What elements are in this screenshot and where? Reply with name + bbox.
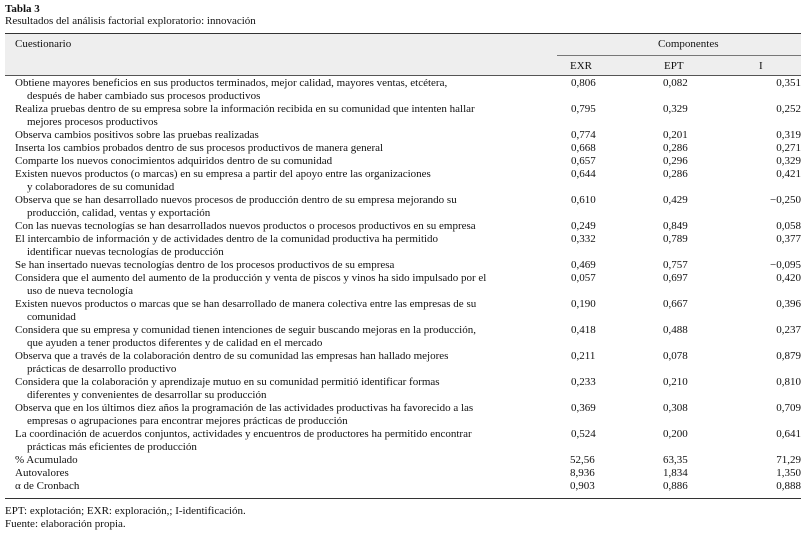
question-text: Realiza pruebas dentro de su empresa sobre la información recibida en su comunidad que intenten hallar bbox=[15, 103, 475, 115]
footnote-abbreviations: EPT: explotación; EXR: exploración,; I-identificación. bbox=[5, 505, 246, 517]
i-value: 0,319 bbox=[776, 129, 801, 141]
question-text-continued: comunidad bbox=[27, 310, 76, 323]
question-text-continued: identificar nuevas tecnologías de producción bbox=[27, 245, 224, 258]
table-row bbox=[5, 103, 801, 129]
i-value: −0,095 bbox=[770, 259, 801, 271]
summary-exr: 0,903 bbox=[570, 480, 595, 492]
ept-value: 0,329 bbox=[663, 103, 688, 115]
summary-i: 0,888 bbox=[776, 480, 801, 492]
header-exr: EXR bbox=[570, 60, 592, 72]
question-cell bbox=[5, 220, 557, 233]
ept-value: 0,488 bbox=[663, 324, 688, 336]
i-value: 0,329 bbox=[776, 155, 801, 167]
question-text-continued: prácticas más eficientes de producción bbox=[27, 440, 197, 453]
question-text: Existen nuevos productos (o marcas) en su empresa a partir del apoyo entre las organizaciones bbox=[15, 168, 431, 180]
table-row bbox=[5, 142, 801, 155]
question-text-continued: y colaboradores de su comunidad bbox=[27, 180, 175, 193]
ept-value: 0,286 bbox=[663, 168, 688, 180]
exr-value: 0,369 bbox=[571, 402, 596, 414]
question-text: Considera que la colaboración y aprendizaje mutuo en su comunidad permitió identificar formas bbox=[15, 376, 440, 388]
table-row bbox=[5, 272, 801, 298]
question-cell bbox=[5, 103, 557, 129]
exr-value: 0,774 bbox=[571, 129, 596, 141]
question-text-continued: prácticas de desarrollo productivo bbox=[27, 362, 177, 375]
i-value: 0,879 bbox=[776, 350, 801, 362]
question-text-continued: diferentes y convenientes de desarrollar su producción bbox=[27, 388, 267, 401]
i-value: 0,810 bbox=[776, 376, 801, 388]
table-row bbox=[5, 298, 801, 324]
table-row bbox=[5, 233, 801, 259]
table-row bbox=[5, 259, 801, 272]
exr-value: 0,332 bbox=[571, 233, 596, 245]
i-value: 0,377 bbox=[776, 233, 801, 245]
question-text: El intercambio de información y de actividades dentro de la comunidad productiva ha permitido bbox=[15, 233, 439, 245]
ept-value: 0,429 bbox=[663, 194, 688, 206]
i-value: 0,396 bbox=[776, 298, 801, 310]
exr-value: 0,806 bbox=[571, 77, 596, 89]
ept-value: 0,757 bbox=[663, 259, 688, 271]
header-i: I bbox=[759, 60, 763, 72]
question-text: Considera que su empresa y comunidad tienen intenciones de seguir buscando mejoras en la producción, bbox=[15, 324, 476, 336]
table-row bbox=[5, 428, 801, 454]
exr-value: 0,668 bbox=[571, 142, 596, 154]
ept-value: 0,667 bbox=[663, 298, 688, 310]
summary-ept: 63,35 bbox=[663, 454, 688, 466]
question-cell bbox=[5, 142, 557, 155]
ept-value: 0,200 bbox=[663, 428, 688, 440]
exr-value: 0,795 bbox=[571, 103, 596, 115]
summary-label: % Acumulado bbox=[15, 454, 78, 466]
ept-value: 0,789 bbox=[663, 233, 688, 245]
question-text: Observa que se han desarrollado nuevos procesos de producción dentro de su empresa mejorando su bbox=[15, 194, 457, 206]
ept-value: 0,201 bbox=[663, 129, 688, 141]
question-cell bbox=[5, 259, 557, 272]
footnote-source: Fuente: elaboración propia. bbox=[5, 518, 126, 530]
table-row bbox=[5, 155, 801, 168]
header-questionnaire: Cuestionario bbox=[15, 38, 72, 50]
i-value: 0,237 bbox=[776, 324, 801, 336]
question-text: Se han insertado nuevas tecnologías dentro de los procesos productivos de su empresa bbox=[15, 259, 395, 271]
ept-value: 0,286 bbox=[663, 142, 688, 154]
question-cell bbox=[5, 376, 557, 402]
summary-i: 71,29 bbox=[776, 454, 801, 466]
table-row bbox=[5, 168, 801, 194]
summary-i: 1,350 bbox=[776, 467, 801, 479]
question-cell bbox=[5, 402, 557, 428]
table-row bbox=[5, 402, 801, 428]
question-cell bbox=[5, 272, 557, 298]
question-text: Inserta los cambios probados dentro de sus procesos productivos de manera general bbox=[15, 142, 384, 154]
question-cell bbox=[5, 350, 557, 376]
header-rule bbox=[5, 75, 801, 76]
i-value: 0,641 bbox=[776, 428, 801, 440]
summary-exr: 8,936 bbox=[570, 467, 595, 479]
summary-ept: 0,886 bbox=[663, 480, 688, 492]
question-cell bbox=[5, 194, 557, 220]
question-cell bbox=[5, 155, 557, 168]
header-ept: EPT bbox=[664, 60, 684, 72]
question-text: Obtiene mayores beneficios en sus productos terminados, mejor calidad, mayores ventas, etcétera, bbox=[15, 77, 448, 89]
exr-value: 0,211 bbox=[571, 350, 596, 362]
question-text-continued: producción, calidad, ventas y exportación bbox=[27, 206, 211, 219]
exr-value: 0,524 bbox=[571, 428, 596, 440]
header-components: Componentes bbox=[658, 38, 719, 50]
i-value: 0,420 bbox=[776, 272, 801, 284]
ept-value: 0,210 bbox=[663, 376, 688, 388]
ept-value: 0,308 bbox=[663, 402, 688, 414]
question-cell bbox=[5, 129, 557, 142]
i-value: 0,351 bbox=[776, 77, 801, 89]
question-text-continued: después de haber cambiado sus procesos productivos bbox=[27, 89, 261, 102]
question-text: Observa que en los últimos diez años la programación de las actividades productivas ha favorecido a las bbox=[15, 402, 474, 414]
exr-value: 0,657 bbox=[571, 155, 596, 167]
components-rule bbox=[557, 55, 801, 56]
exr-value: 0,057 bbox=[571, 272, 596, 284]
question-text: Observa cambios positivos sobre las pruebas realizadas bbox=[15, 129, 259, 141]
i-value: 0,058 bbox=[776, 220, 801, 232]
question-text: Existen nuevos productos o marcas que se han desarrollado de manera colectiva entre las empresas de su bbox=[15, 298, 477, 310]
i-value: 0,421 bbox=[776, 168, 801, 180]
i-value: 0,252 bbox=[776, 103, 801, 115]
top-rule bbox=[5, 33, 801, 34]
summary-label: α de Cronbach bbox=[15, 480, 80, 492]
table-row bbox=[5, 77, 801, 103]
question-cell bbox=[5, 77, 557, 103]
exr-value: 0,644 bbox=[571, 168, 596, 180]
table-row bbox=[5, 324, 801, 350]
question-cell bbox=[5, 324, 557, 350]
question-text: Con las nuevas tecnologías se han desarrollados nuevos productos o procesos productivos en su empresa bbox=[15, 220, 476, 232]
question-cell bbox=[5, 168, 557, 194]
table-row bbox=[5, 220, 801, 233]
question-cell bbox=[5, 233, 557, 259]
exr-value: 0,249 bbox=[571, 220, 596, 232]
exr-value: 0,469 bbox=[571, 259, 596, 271]
summary-exr: 52,56 bbox=[570, 454, 595, 466]
summary-row bbox=[5, 467, 801, 480]
exr-value: 0,190 bbox=[571, 298, 596, 310]
ept-value: 0,082 bbox=[663, 77, 688, 89]
table-row bbox=[5, 376, 801, 402]
table-row bbox=[5, 350, 801, 376]
table-body bbox=[5, 77, 801, 493]
question-text: Comparte los nuevos conocimientos adquiridos dentro de su comunidad bbox=[15, 155, 333, 167]
exr-value: 0,418 bbox=[571, 324, 596, 336]
summary-row bbox=[5, 480, 801, 493]
table-row bbox=[5, 129, 801, 142]
question-cell bbox=[5, 298, 557, 324]
question-text-continued: empresas o agrupaciones para encontrar mejores prácticas de producción bbox=[27, 414, 348, 427]
exr-value: 0,610 bbox=[571, 194, 596, 206]
exr-value: 0,233 bbox=[571, 376, 596, 388]
ept-value: 0,849 bbox=[663, 220, 688, 232]
i-value: 0,709 bbox=[776, 402, 801, 414]
bottom-rule bbox=[5, 498, 801, 499]
summary-row bbox=[5, 454, 801, 467]
question-text-continued: uso de nueva tecnología bbox=[27, 284, 133, 297]
question-text: Considera que el aumento del aumento de la producción y venta de piscos y vinos ha sido impulsado por el bbox=[15, 272, 487, 284]
table-title: Tabla 3 bbox=[5, 3, 40, 15]
question-cell bbox=[5, 428, 557, 454]
i-value: −0,250 bbox=[770, 194, 801, 206]
ept-value: 0,078 bbox=[663, 350, 688, 362]
question-text-continued: que ayuden a tener productos diferentes y de calidad en el mercado bbox=[27, 336, 323, 349]
question-text-continued: mejores procesos productivos bbox=[27, 115, 158, 128]
question-text: Observa que a través de la colaboración dentro de su comunidad las empresas han hallado mejores bbox=[15, 350, 449, 362]
summary-ept: 1,834 bbox=[663, 467, 688, 479]
i-value: 0,271 bbox=[776, 142, 801, 154]
ept-value: 0,697 bbox=[663, 272, 688, 284]
summary-label: Autovalores bbox=[15, 467, 69, 479]
ept-value: 0,296 bbox=[663, 155, 688, 167]
table-row bbox=[5, 194, 801, 220]
table-subtitle: Resultados del análisis factorial exploratorio: innovación bbox=[5, 15, 256, 27]
question-text: La coordinación de acuerdos conjuntos, actividades y encuentros de productores ha permitido encontrar bbox=[15, 428, 472, 440]
